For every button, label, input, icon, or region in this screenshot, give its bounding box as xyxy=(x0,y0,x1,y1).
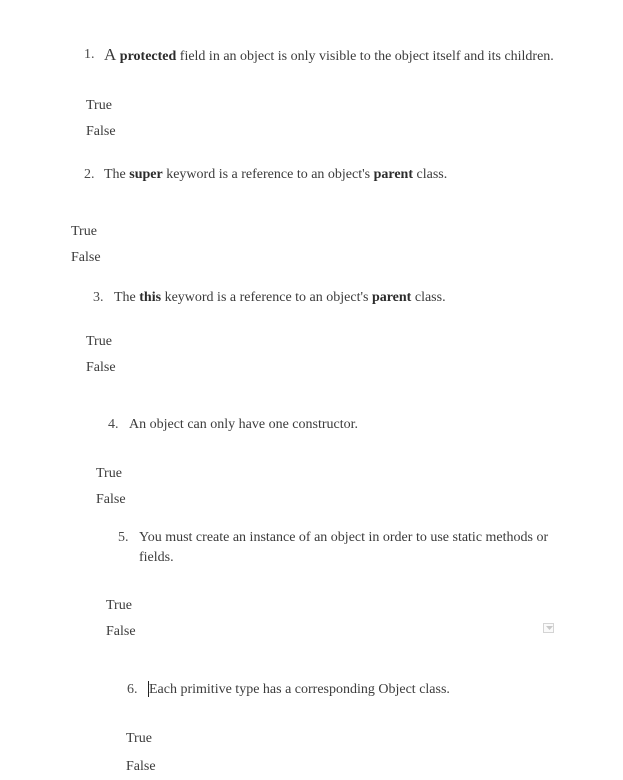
question-prefix: A xyxy=(104,45,117,64)
option-false[interactable]: False xyxy=(96,492,126,507)
keyword-bold: super xyxy=(129,167,163,182)
question-text: An object can only have one constructor. xyxy=(129,417,358,432)
keyword-bold-2: parent xyxy=(371,290,412,305)
question-text-line-2: fields. xyxy=(139,550,174,565)
question-number: 2. xyxy=(84,167,95,182)
option-true[interactable]: True xyxy=(126,731,152,746)
question-rest: keyword is a reference to an object's xyxy=(166,167,371,182)
question-text xyxy=(114,288,446,308)
question-number: 3. xyxy=(93,290,104,305)
question-number: 6. xyxy=(127,682,138,697)
question-rest: keyword is a reference to an object's xyxy=(164,290,369,305)
question-text xyxy=(104,165,447,185)
question-number: 1. xyxy=(84,47,95,62)
keyword-bold: this xyxy=(139,290,162,305)
question-number: 4. xyxy=(108,417,119,432)
question-prefix: The xyxy=(104,167,126,182)
question-rest-2: class. xyxy=(416,167,448,182)
question-rest: field in an object is only visible to the object itself and its children. xyxy=(179,49,554,64)
option-false[interactable]: False xyxy=(86,360,116,375)
option-true[interactable]: True xyxy=(71,224,97,239)
option-false[interactable]: False xyxy=(126,759,156,774)
question-rest-2: class. xyxy=(414,290,446,305)
chevron-down-glyph xyxy=(546,626,553,631)
question-prefix: The xyxy=(114,290,136,305)
option-false[interactable]: False xyxy=(71,250,101,265)
question-number: 5. xyxy=(118,530,129,545)
keyword-bold-2: parent xyxy=(373,167,414,182)
option-false[interactable]: False xyxy=(106,624,136,639)
text-cursor xyxy=(148,681,149,697)
option-true[interactable]: True xyxy=(86,98,112,113)
option-true[interactable]: True xyxy=(86,334,112,349)
question-text xyxy=(104,45,554,67)
option-false[interactable]: False xyxy=(86,124,116,139)
question-text-line-1: You must create an instance of an object in order to use static methods or xyxy=(139,530,549,545)
keyword-bold: protected xyxy=(119,49,177,64)
chevron-down-icon[interactable] xyxy=(543,623,554,633)
option-true[interactable]: True xyxy=(96,466,122,481)
question-text: Each primitive type has a corresponding Object class. xyxy=(149,682,450,697)
option-true[interactable]: True xyxy=(106,598,132,613)
